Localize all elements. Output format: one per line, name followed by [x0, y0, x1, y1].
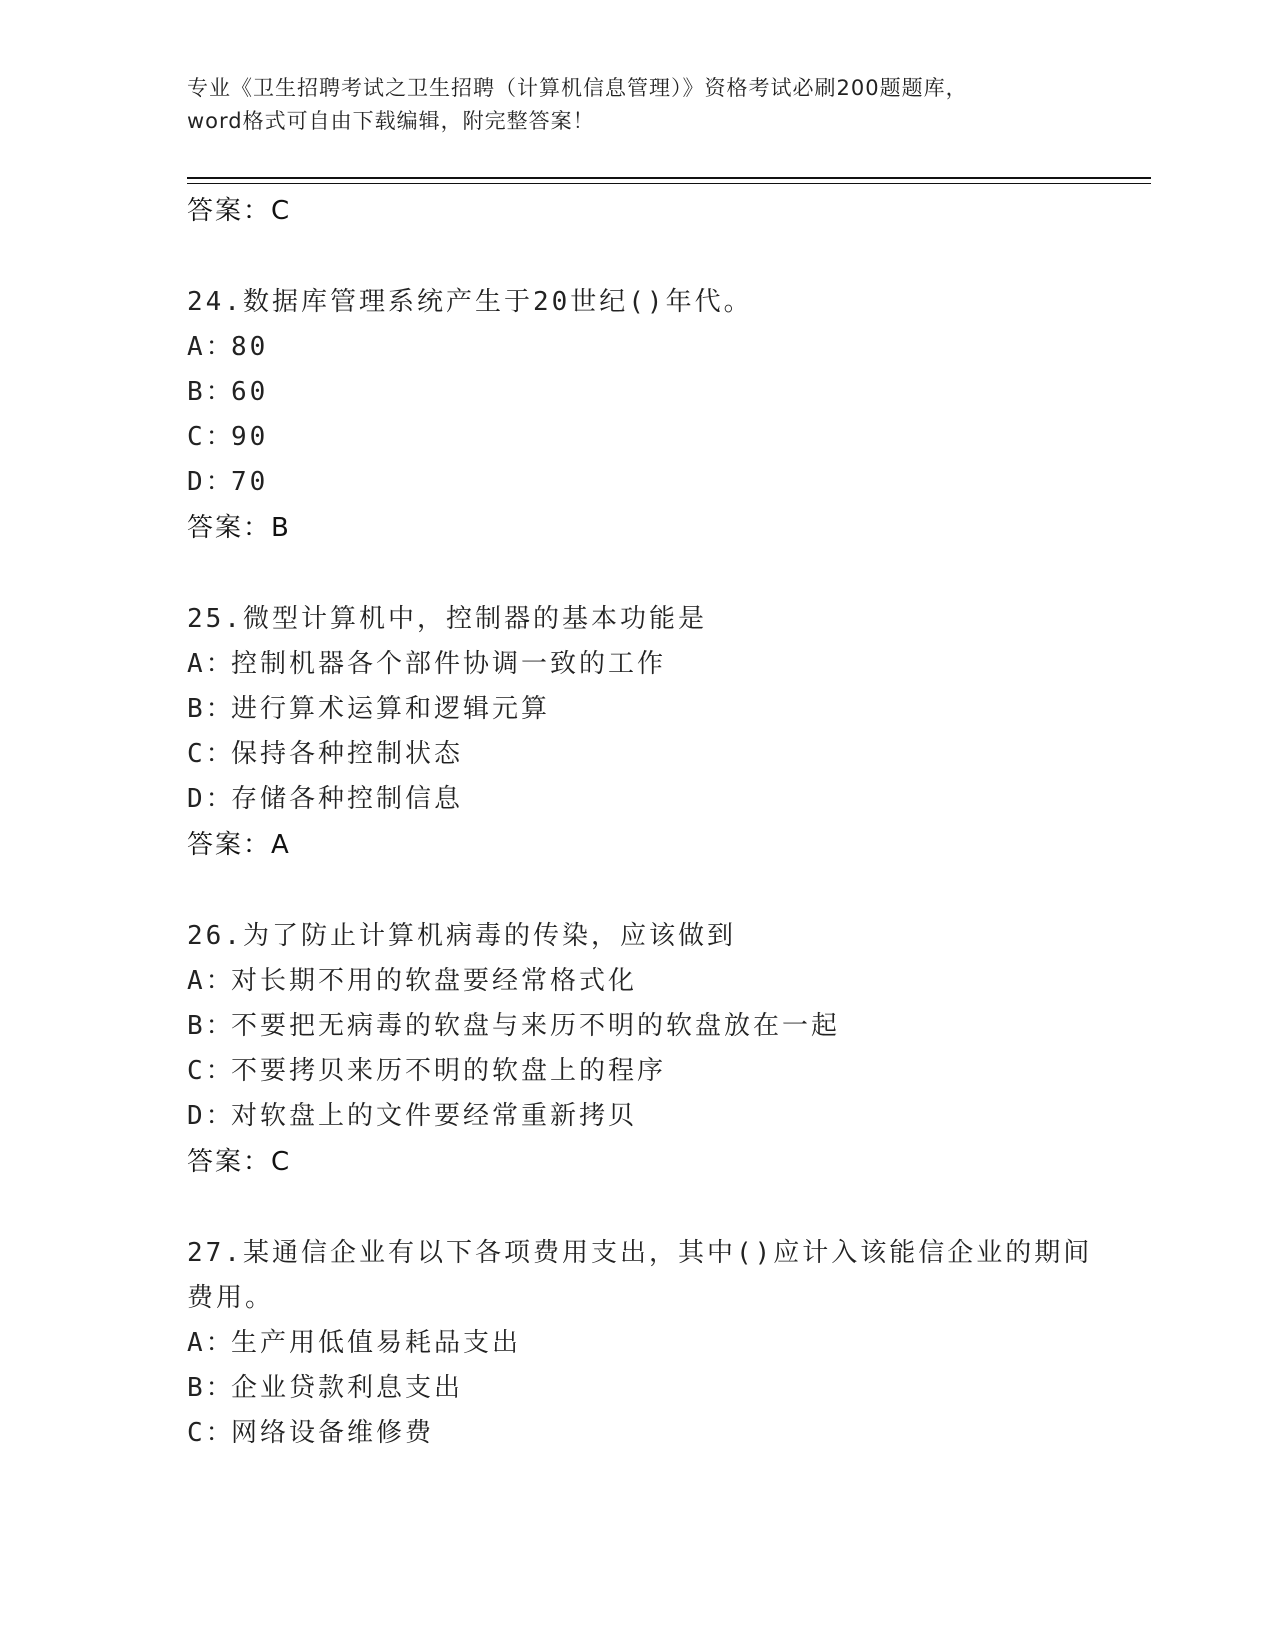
question-25: [187, 597, 1147, 868]
option-a: [187, 642, 1147, 687]
option-c: [187, 1411, 1147, 1456]
option-b: [187, 370, 1147, 415]
option-text: 企业贷款利息支出: [231, 1373, 464, 1403]
option-key: C：: [187, 422, 235, 452]
question-text: 24.数据库管理系统产生于20世纪()年代。: [187, 287, 753, 317]
option-text: 80: [231, 332, 269, 362]
option-key: C：: [187, 1056, 235, 1086]
option-b: [187, 1004, 1147, 1049]
question-27: [187, 1231, 1147, 1456]
option-key: B：: [187, 377, 235, 407]
option-key: D：: [187, 1101, 235, 1131]
question-list: [187, 188, 1147, 1456]
option-text: 90: [231, 422, 269, 452]
option-c: [187, 1049, 1147, 1094]
option-key: C：: [187, 1418, 235, 1448]
option-c: [187, 732, 1147, 777]
option-key: A：: [187, 1328, 235, 1358]
option-text: 网络设备维修费: [231, 1418, 435, 1448]
option-key: C：: [187, 739, 235, 769]
option-text: 70: [231, 467, 269, 497]
option-key: B：: [187, 1011, 235, 1041]
option-a: [187, 1321, 1147, 1366]
header-line-1: 专业《卫生招聘考试之卫生招聘（计算机信息管理）》资格考试必刷200题题库，: [187, 76, 968, 100]
option-text: 60: [231, 377, 269, 407]
option-key: A：: [187, 649, 235, 679]
option-key: D：: [187, 467, 235, 497]
option-a: [187, 325, 1147, 370]
answer-label: 答案：A: [187, 830, 291, 860]
option-text: 对软盘上的文件要经常重新拷贝: [231, 1101, 638, 1131]
option-text: 不要把无病毒的软盘与来历不明的软盘放在一起: [231, 1011, 841, 1041]
option-b: [187, 1366, 1147, 1411]
option-text: 控制机器各个部件协调一致的工作: [231, 649, 667, 679]
option-d: [187, 1094, 1147, 1139]
header-divider-thin: [187, 183, 1151, 184]
question-text: 27.某通信企业有以下各项费用支出，其中()应计入该能信企业的期间: [187, 1238, 1093, 1268]
question-text: 25.微型计算机中，控制器的基本功能是: [187, 604, 707, 634]
option-key: B：: [187, 1373, 235, 1403]
header-line-2: word格式可自由下载编辑，附完整答案！: [187, 109, 595, 133]
question-26: [187, 914, 1147, 1185]
option-text: 存储各种控制信息: [231, 784, 464, 814]
answer-label: 答案：C: [187, 196, 292, 226]
option-key: B：: [187, 694, 235, 724]
option-key: A：: [187, 332, 235, 362]
question-text: 26.为了防止计算机病毒的传染，应该做到: [187, 921, 736, 951]
option-d: [187, 777, 1147, 822]
question-text-continued: 费用。: [187, 1283, 275, 1313]
option-key: A：: [187, 966, 235, 996]
option-text: 进行算术运算和逻辑元算: [231, 694, 551, 724]
option-b: [187, 687, 1147, 732]
option-key: D：: [187, 784, 235, 814]
question-24: [187, 280, 1147, 551]
header-divider-thick: [187, 177, 1151, 179]
answer-label: 答案：B: [187, 513, 291, 543]
option-c: [187, 415, 1147, 460]
option-text: 生产用低值易耗品支出: [231, 1328, 522, 1358]
option-d: [187, 460, 1147, 505]
option-text: 不要拷贝来历不明的软盘上的程序: [231, 1056, 667, 1086]
option-text: 对长期不用的软盘要经常格式化: [231, 966, 638, 996]
document-header: [187, 72, 1087, 138]
option-a: [187, 959, 1147, 1004]
answer-label: 答案：C: [187, 1147, 292, 1177]
option-text: 保持各种控制状态: [231, 739, 464, 769]
